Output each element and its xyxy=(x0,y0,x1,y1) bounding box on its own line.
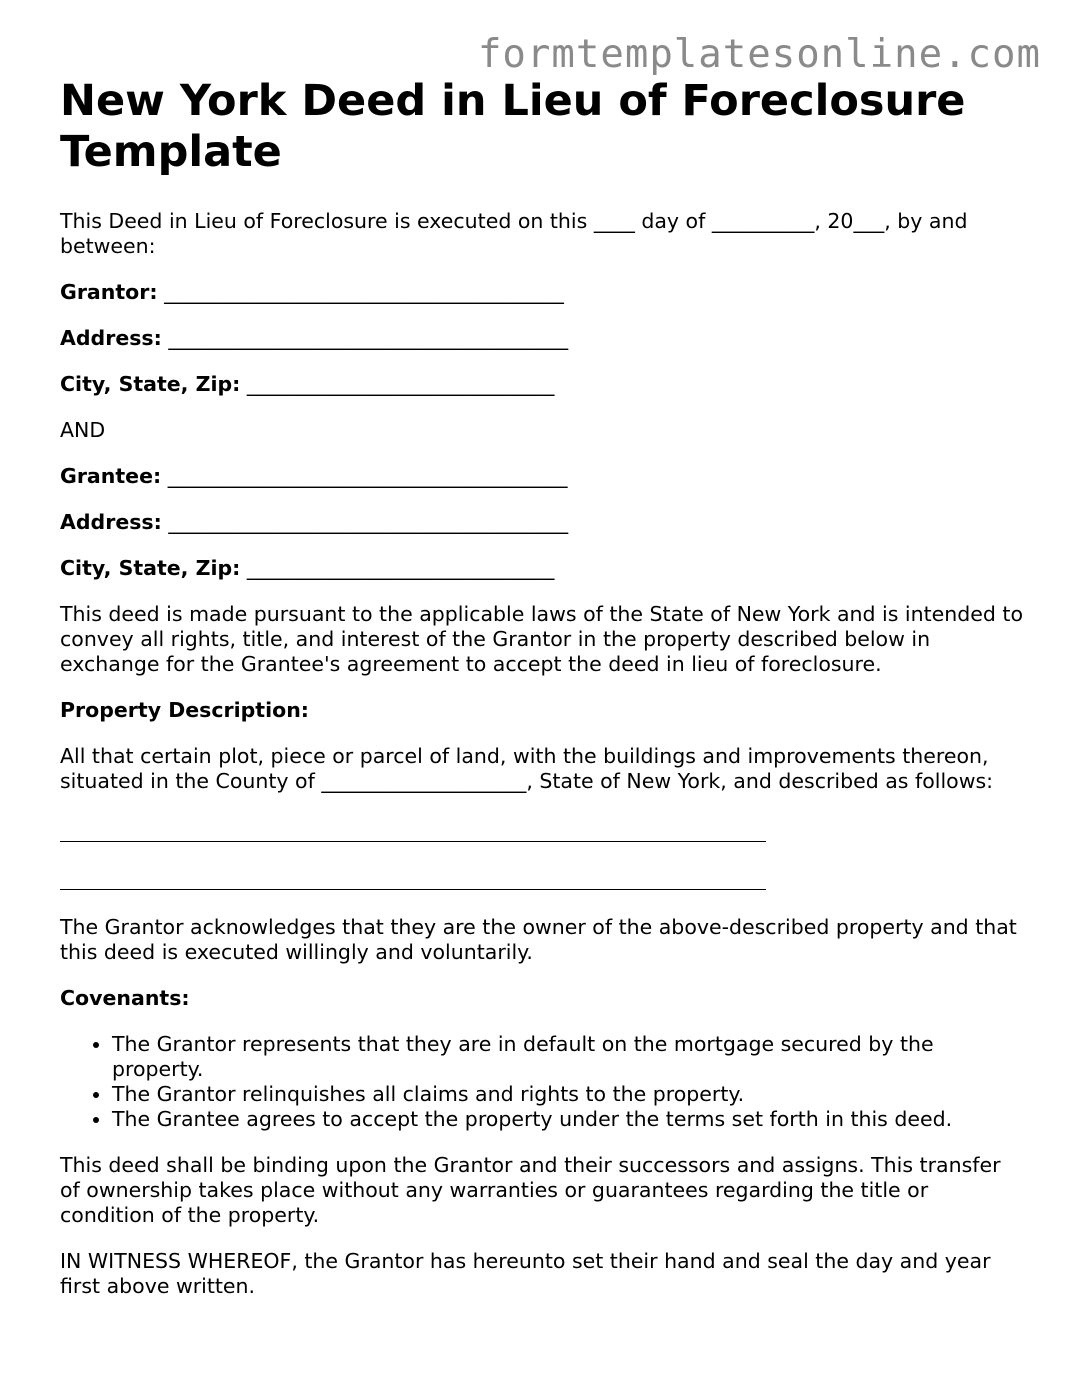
grantor-city-field xyxy=(60,372,1025,397)
covenant-item: • The Grantor represents that they are in default on the mortgage secured by the property. xyxy=(112,1032,1025,1082)
watermark: formtemplatesonline.com xyxy=(477,32,1041,77)
page-title: New York Deed in Lieu of Foreclosure Template xyxy=(60,76,966,177)
grantee-name-label: Grantee: xyxy=(60,464,162,488)
grantee-city-label: City, State, Zip: xyxy=(60,556,241,580)
grantor-name-label: Grantor: xyxy=(60,280,158,304)
grantee-name-field xyxy=(60,464,1025,489)
property-description-line-2 xyxy=(60,869,1025,894)
grantor-address-label: Address: xyxy=(60,326,162,350)
covenant-item: • The Grantor relinquishes all claims and rights to the property. xyxy=(112,1082,1025,1107)
grantee-name-blank: _______________________________________ xyxy=(167,464,568,488)
property-description-line-1 xyxy=(60,821,1025,846)
grantee-city-field xyxy=(60,556,1025,581)
and-separator: AND xyxy=(60,418,106,442)
binding-paragraph: This deed shall be binding upon the Grantor and their successors and assigns. This transfer of ownership takes place without any warranties or guarantees regarding the title or condition of the property. xyxy=(60,1153,1001,1227)
witness-paragraph: IN WITNESS WHEREOF, the Grantor has hereunto set their hand and seal the day and year first above written. xyxy=(60,1249,991,1298)
grantor-name-blank: _______________________________________ xyxy=(164,280,564,304)
grantor-address-field xyxy=(60,326,1025,351)
grantor-city-label: City, State, Zip: xyxy=(60,372,241,396)
document-body xyxy=(60,76,1025,1299)
grantor-name-field xyxy=(60,280,1025,305)
property-description-heading: Property Description: xyxy=(60,698,309,722)
property-description-text: All that certain plot, piece or parcel of land, with the buildings and improvements thereon, situated in the County of ____________________, State of New York, and described as follows: xyxy=(60,744,994,793)
grantee-address-blank: _______________________________________ xyxy=(168,510,569,534)
intro-paragraph: This Deed in Lieu of Foreclosure is executed on this ____ day of __________, 20___, by and between: xyxy=(60,209,968,258)
grantor-address-blank: _______________________________________ xyxy=(168,326,569,350)
grantee-city-blank: ______________________________ xyxy=(246,556,555,580)
grantor-city-blank: ______________________________ xyxy=(246,372,555,396)
grantee-address-label: Address: xyxy=(60,510,162,534)
covenants-heading: Covenants: xyxy=(60,986,190,1010)
acknowledgement-paragraph: The Grantor acknowledges that they are the owner of the above-described property and that this deed is executed willingly and voluntarily. xyxy=(60,915,1017,964)
covenants-list xyxy=(60,1032,1025,1132)
pursuant-paragraph: This deed is made pursuant to the applicable laws of the State of New York and is intended to convey all rights, title, and interest of the Grantor in the property described below in exchange for the Grantee's agreement to accept the deed in lieu of foreclosure. xyxy=(60,602,1023,676)
grantee-address-field xyxy=(60,510,1025,535)
covenant-item: • The Grantee agrees to accept the property under the terms set forth in this deed. xyxy=(112,1107,1025,1132)
